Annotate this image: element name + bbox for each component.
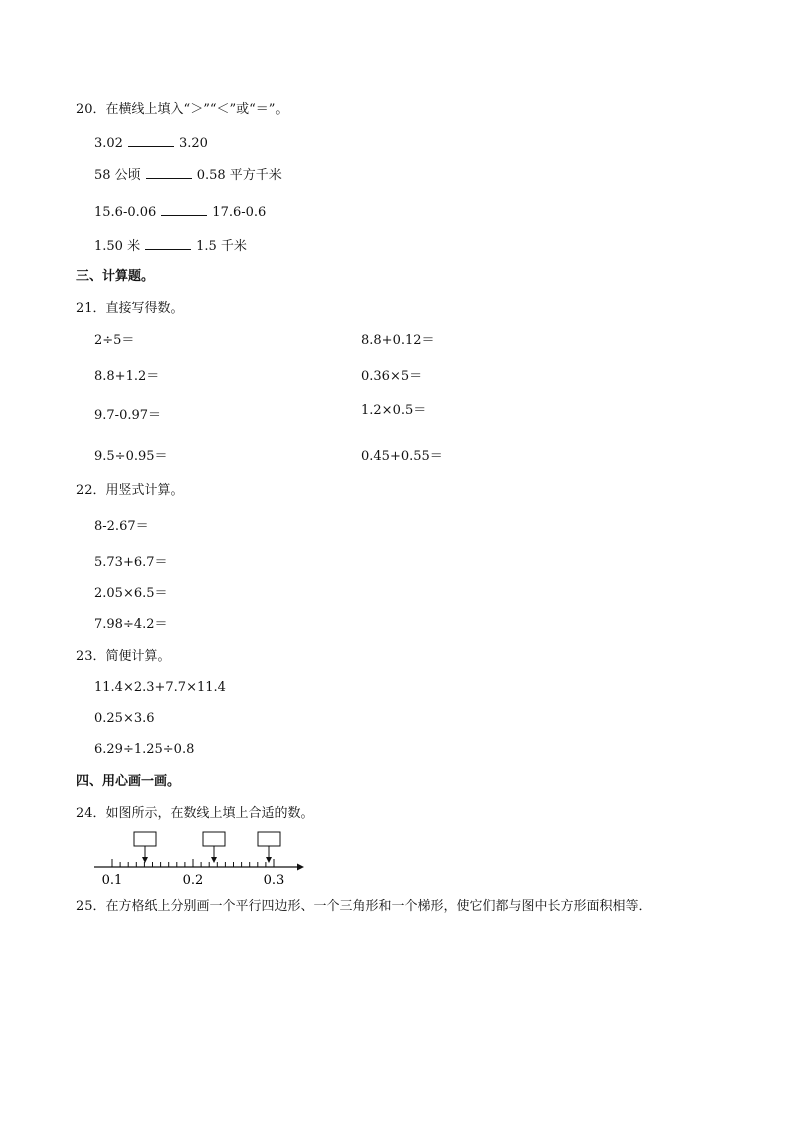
section-4-heading: 四、用心画一画。 — [76, 774, 181, 789]
number-line-label: 0.2 — [182, 873, 204, 888]
answer-box-2[interactable] — [203, 832, 225, 863]
q22-title: 22．用竖式计算。 — [76, 483, 184, 498]
q23-item: 6.29÷1.25÷0.8 — [94, 742, 195, 757]
answer-box-1[interactable] — [134, 832, 156, 863]
q21-item: 2÷5＝ — [94, 333, 135, 348]
number-line-ticks — [112, 859, 274, 867]
q22-item: 2.05×6.5＝ — [94, 586, 168, 601]
q21-item: 9.5÷0.95＝ — [94, 449, 168, 464]
answer-blank[interactable] — [145, 236, 191, 250]
q21-item: 0.45+0.55＝ — [361, 449, 443, 464]
q20-item-4: 1.50 米 1.5 千米 — [94, 236, 247, 256]
number-line-label: 0.1 — [101, 873, 123, 888]
q20-item-1: 3.02 3.20 — [94, 133, 208, 153]
q20-item-2: 58 公顷 0.58 平方千米 — [94, 165, 282, 185]
q23-item: 0.25×3.6 — [94, 711, 155, 726]
answer-blank[interactable] — [161, 202, 207, 216]
q20-title: 20．在横线上填入“＞”“＜”或“＝”。 — [76, 102, 289, 117]
number-line-label: 0.3 — [263, 873, 285, 888]
answer-box-3[interactable] — [258, 832, 280, 863]
q22-item: 8-2.67＝ — [94, 519, 149, 534]
q21-item: 0.36×5＝ — [361, 369, 423, 384]
q21-item: 1.2×0.5＝ — [361, 403, 427, 418]
q21-item: 8.8+0.12＝ — [361, 333, 435, 348]
q24-title: 24．如图所示，在数线上填上合适的数。 — [76, 806, 314, 821]
answer-blank[interactable] — [128, 133, 174, 147]
q22-item: 5.73+6.7＝ — [94, 555, 168, 570]
axis-arrow — [297, 864, 304, 871]
q21-item: 9.7-0.97＝ — [94, 408, 162, 423]
q21-item: 8.8+1.2＝ — [94, 369, 160, 384]
q20-item-3: 15.6-0.06 17.6-0.6 — [94, 202, 266, 222]
number-line-figure — [90, 828, 310, 888]
q22-item: 7.98÷4.2＝ — [94, 617, 168, 632]
q21-title: 21．直接写得数。 — [76, 301, 184, 316]
q23-title: 23．简便计算。 — [76, 649, 171, 664]
q25-title: 25．在方格纸上分别画一个平行四边形、一个三角形和一个梯形，使它们都与图中长方形面积相等． — [76, 899, 652, 914]
section-3-heading: 三、计算题。 — [76, 269, 155, 284]
q23-item: 11.4×2.3+7.7×11.4 — [94, 680, 226, 695]
answer-blank[interactable] — [146, 165, 192, 179]
